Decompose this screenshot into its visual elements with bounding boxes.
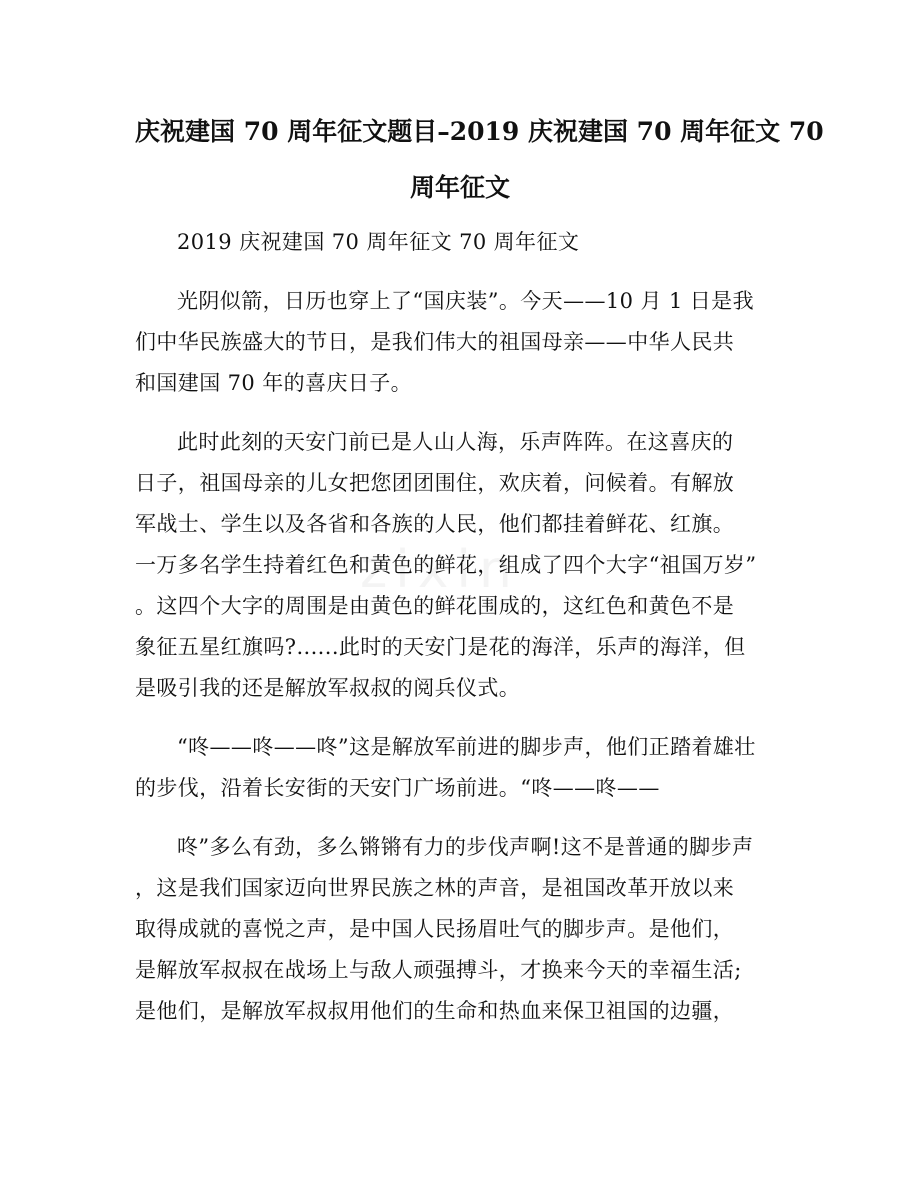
title-line-2: 周年征文 — [409, 173, 510, 202]
paragraph-1 — [135, 281, 785, 404]
paragraph-line: ，这是我们国家迈向世界民族之林的声音，是祖国改革开放以来 — [135, 876, 735, 900]
paragraph-line: 咚”多么有劲，多么锵锵有力的步伐声啊!这不是普通的脚步声 — [177, 835, 754, 859]
paragraph-line: 军战士、学生以及各省和各族的人民，他们都挂着鲜花、红旗。 — [135, 512, 735, 536]
paragraph-line: 们中华民族盛大的节日，是我们伟大的祖国母亲——中华人民共 — [135, 330, 735, 354]
document-body — [135, 222, 785, 1032]
paragraph-2 — [135, 422, 785, 709]
paragraph-line: 2019 庆祝建国 70 周年征文 70 周年征文 — [177, 230, 580, 254]
paragraph-4 — [135, 827, 785, 1032]
paragraph-line: 。这四个大字的周围是由黄色的鲜花围成的，这红色和黄色不是 — [135, 594, 735, 618]
paragraph-subtitle — [135, 222, 785, 263]
paragraph-line: 日子，祖国母亲的儿女把您团团围住，欢庆着，问候着。有解放 — [135, 471, 735, 495]
paragraph-line: 此时此刻的天安门前已是人山人海，乐声阵阵。在这喜庆的 — [177, 430, 734, 454]
paragraph-line: 和国建国 70 年的喜庆日子。 — [135, 371, 413, 395]
paragraph-line: 是解放军叔叔在战场上与敌人顽强搏斗，才换来今天的幸福生活; — [135, 958, 742, 982]
paragraph-line: 取得成就的喜悦之声，是中国人民扬眉吐气的脚步声。是他们， — [135, 917, 735, 941]
paragraph-line: 是吸引我的还是解放军叔叔的阅兵仪式。 — [135, 676, 521, 700]
paragraph-line: 的步伐，沿着长安街的天安门广场前进。“咚——咚—— — [135, 776, 660, 800]
paragraph-line: “咚——咚——咚”这是解放军前进的脚步声，他们正踏着雄壮 — [177, 735, 756, 759]
title-line-1: 庆祝建国 70 周年征文题目–2019 庆祝建国 70 周年征文 70 — [135, 117, 824, 146]
paragraph-3 — [135, 727, 785, 809]
document-title — [135, 104, 824, 216]
paragraph-line: 一万多名学生持着红色和黄色的鲜花，组成了四个大字“祖国万岁” — [135, 553, 757, 577]
paragraph-line: 象征五星红旗吗?......此时的天安门是花的海洋，乐声的海洋，但 — [135, 635, 746, 659]
paragraph-line: 光阴似箭，日历也穿上了“国庆装”。今天——10 月 1 日是我 — [177, 289, 754, 313]
paragraph-line: 是他们，是解放军叔叔用他们的生命和热血来保卫祖国的边疆， — [135, 999, 735, 1023]
